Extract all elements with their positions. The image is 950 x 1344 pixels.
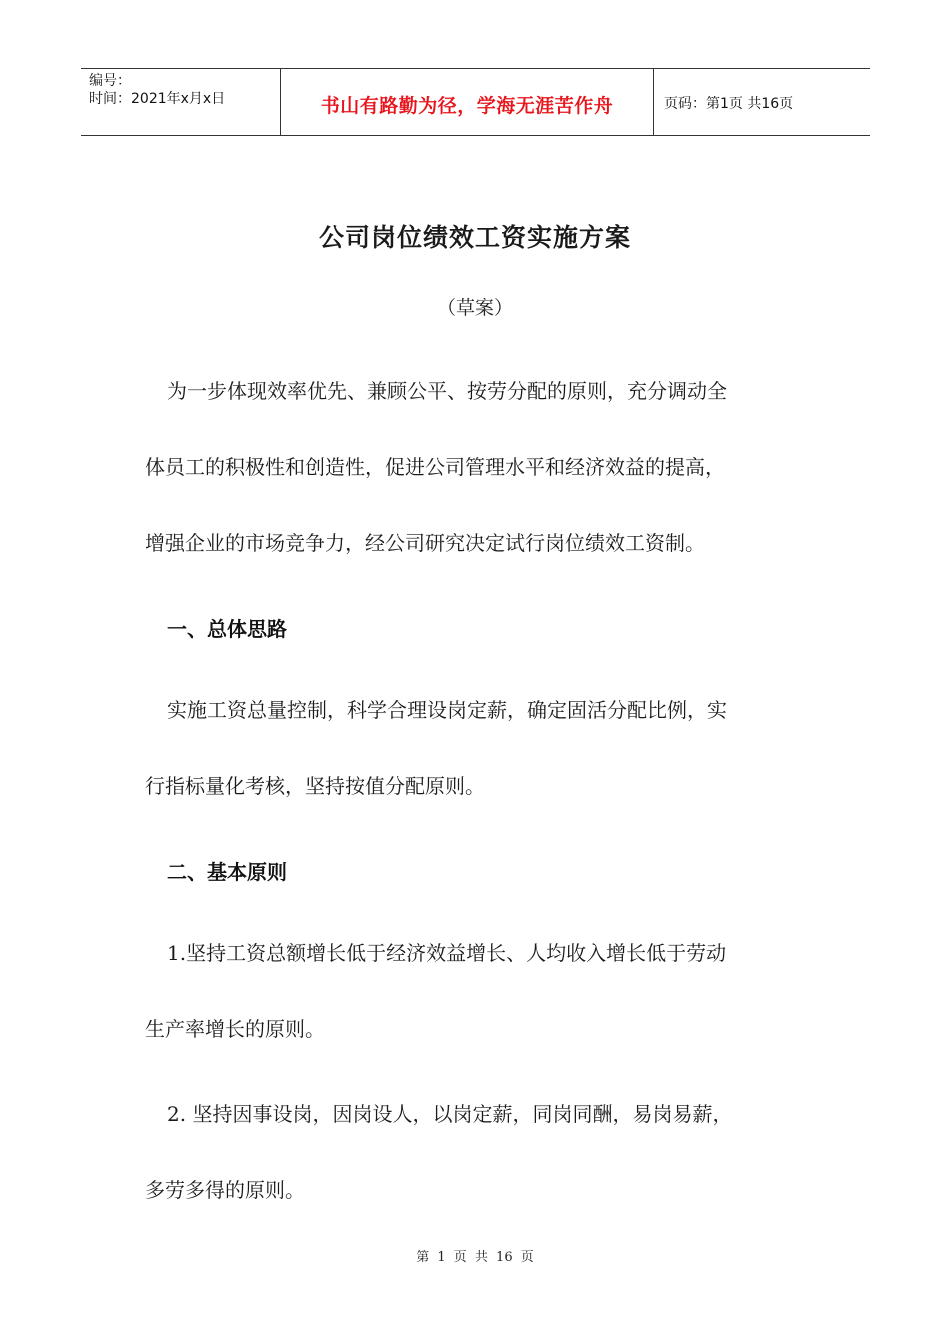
document-date: 时间：2021年x月x日 — [89, 91, 226, 107]
header-motto: 书山有路勤为径，学海无涯苦作舟 — [320, 94, 614, 117]
principle-item-2 — [145, 1076, 805, 1228]
intro-paragraph — [145, 353, 805, 581]
paragraph-line: 增强企业的市场竞争力，经公司研究决定试行岗位绩效工资制。 — [145, 531, 705, 555]
section1-paragraph — [145, 672, 805, 824]
paragraph-line: 2. 坚持因事设岗，因岗设人，以岗定薪，同岗同酬，易岗易薪， — [167, 1102, 733, 1126]
paragraph-line: 行指标量化考核，坚持按值分配原则。 — [145, 774, 485, 798]
document-subtitle: （草案） — [436, 297, 513, 319]
header-meta — [81, 69, 281, 135]
document-title: 公司岗位绩效工资实施方案 — [318, 223, 631, 252]
paragraph-line: 体员工的积极性和创造性，促进公司管理水平和经济效益的提高， — [145, 455, 725, 479]
paragraph-line: 实施工资总量控制，科学合理设岗定薪，确定固活分配比例，实 — [167, 698, 727, 722]
document-header — [81, 68, 870, 136]
header-motto-cell — [281, 69, 654, 135]
paragraph-line: 为一步体现效率优先、兼顾公平、按劳分配的原则，充分调动全 — [167, 379, 727, 403]
header-page-info: 页码：第1页 共16页 — [664, 96, 794, 112]
paragraph-line: 多劳多得的原则。 — [145, 1178, 305, 1202]
paragraph-line: 1.坚持工资总额增长低于经济效益增长、人均收入增长低于劳动 — [167, 941, 727, 965]
document-number-label: 编号： — [89, 73, 131, 89]
header-page-info-cell — [654, 69, 870, 135]
section-heading-overall-approach: 一、总体思路 — [167, 617, 287, 641]
section-heading-basic-principles: 二、基本原则 — [167, 860, 287, 884]
page-footer: 第 1 页 共 16 页 — [416, 1250, 534, 1265]
principle-item-1 — [145, 915, 805, 1067]
paragraph-line: 生产率增长的原则。 — [145, 1017, 325, 1041]
